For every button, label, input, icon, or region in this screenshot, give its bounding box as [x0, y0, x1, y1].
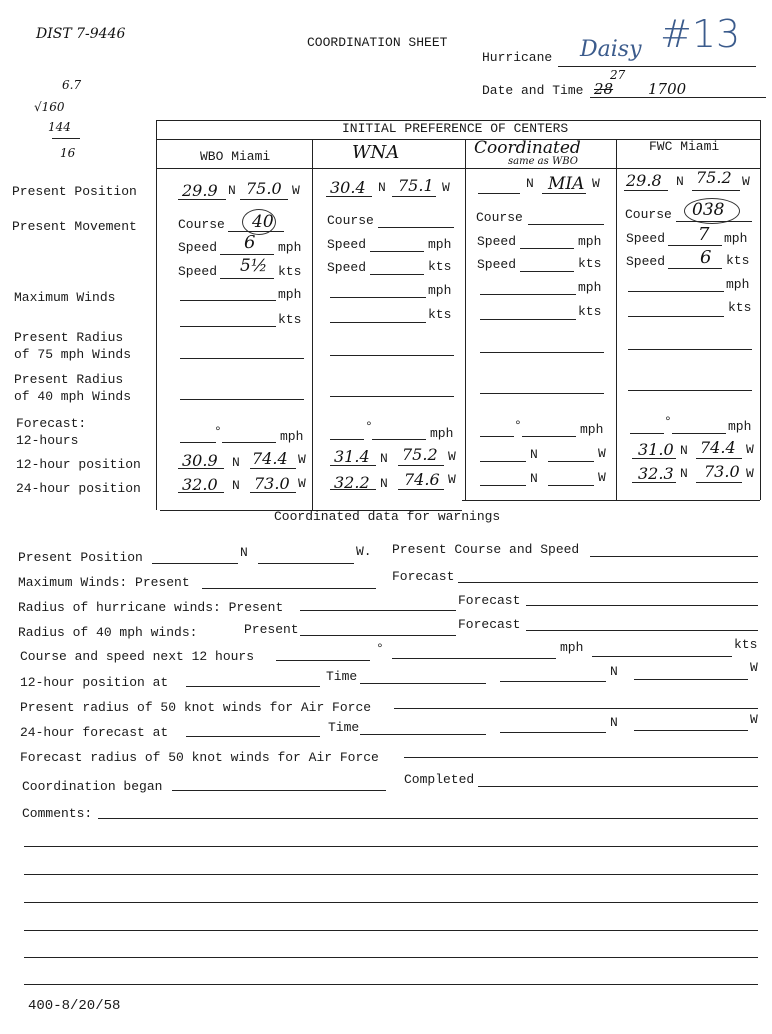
- coord-maxwind-mph-line: [480, 294, 576, 295]
- row-label-radius-75-b: of 75 mph Winds: [14, 347, 132, 362]
- wbo-lat12-line: [178, 468, 224, 469]
- wna-lat24: 32.2: [334, 473, 370, 492]
- fwc-lon12-line: [696, 458, 742, 459]
- row-label-radius-40-a: Present Radius: [14, 372, 124, 387]
- wna-lon24-line: [398, 489, 444, 490]
- wna-forecast-course-line: [330, 439, 364, 440]
- fwc-forecast-deg: °: [664, 414, 672, 429]
- cd-forecast-24-w: W: [750, 712, 758, 727]
- wna-maxwind-mph: mph: [428, 283, 452, 298]
- cd-pos-12-lon-field[interactable]: [634, 679, 748, 680]
- wbo-lon-line: [240, 199, 288, 200]
- cd-radius-40-label: Radius of 40 mph winds:: [18, 625, 198, 640]
- wna-maxwind-kts-line: [330, 322, 426, 323]
- col-header-wbo: WBO Miami: [200, 149, 271, 164]
- coord-n: N: [526, 176, 534, 191]
- cd-radius-50-af-field[interactable]: [394, 708, 758, 709]
- wna-forecast-deg: °: [365, 419, 373, 434]
- cd-coordination-began-label: Coordination began: [22, 779, 163, 794]
- cd-pos-12-n: N: [610, 664, 618, 679]
- margin-note-4: 16: [60, 146, 76, 160]
- wna-radius75-line: [330, 355, 454, 356]
- fwc-forecast-mph: mph: [728, 419, 752, 434]
- wbo-mph-label: mph: [278, 240, 302, 255]
- cd-forecast-radius-50-field[interactable]: [404, 757, 758, 758]
- wna-course-line: [378, 227, 454, 228]
- fwc-maxwind-kts-line: [628, 316, 724, 317]
- wbo-speed-kts-value: 5½: [240, 256, 268, 276]
- coord-w24: W: [598, 470, 606, 485]
- fwc-lat12-line: [632, 458, 676, 459]
- cd-radius-40-present-label: Present: [244, 622, 299, 637]
- wbo-speed-mph-value: 6: [244, 232, 256, 253]
- wna-lat: 30.4: [330, 178, 366, 197]
- wbo-lon12-line: [250, 468, 296, 469]
- fwc-w12: W: [746, 442, 754, 457]
- wbo-speed-label-2: Speed: [178, 264, 218, 279]
- row-label-radius-75-a: Present Radius: [14, 330, 124, 345]
- cd-comments-label: Comments:: [22, 806, 93, 821]
- table-left-border: [156, 120, 157, 510]
- wbo-course-line: [228, 231, 284, 232]
- fwc-lon12: 74.4: [700, 438, 736, 457]
- wna-w: W: [442, 180, 450, 195]
- coordinated-heading: Coordinated data for warnings: [274, 509, 501, 524]
- cd-speed-12-mph-field[interactable]: [392, 658, 556, 659]
- date-time-label: Date and Time: [482, 83, 584, 98]
- coord-radius75-line: [480, 352, 604, 353]
- fwc-mph: mph: [724, 231, 748, 246]
- fwc-w: W: [742, 174, 750, 189]
- wbo-radius40-line: [180, 399, 304, 400]
- col-header-fwc: FWC Miami: [649, 139, 720, 154]
- wbo-kts-label: kts: [278, 264, 302, 279]
- cd-present-position-label: Present Position: [18, 550, 143, 565]
- table-header-border: [156, 168, 760, 169]
- coord-n12: N: [530, 447, 538, 462]
- fwc-kts: kts: [726, 253, 750, 268]
- coord-lat24-line: [480, 485, 526, 486]
- wna-lat12: 31.4: [334, 447, 370, 466]
- wbo-speed-mph-line: [220, 254, 274, 255]
- fwc-speed-mph-value: 7: [698, 224, 710, 245]
- cd-max-winds-label: Maximum Winds: Present: [18, 575, 190, 590]
- coord-forecast-course-line: [480, 436, 514, 437]
- cd-radius-hurricane-forecast-field[interactable]: [526, 605, 758, 606]
- wbo-lon12: 74.4: [252, 449, 288, 468]
- fwc-speed-kts-value: 6: [700, 247, 712, 268]
- fwc-forecast-speed-line: [672, 433, 726, 434]
- row-label-forecast-a: Forecast:: [16, 416, 87, 431]
- table-col-divider-2: [465, 139, 466, 501]
- wna-forecast-mph: mph: [430, 426, 454, 441]
- wbo-speed-kts-line: [220, 278, 274, 279]
- cd-forecast-24-n: N: [610, 715, 618, 730]
- fwc-maxwind-kts: kts: [728, 300, 752, 315]
- cd-mph-label: mph: [560, 640, 584, 655]
- coord-kts: kts: [578, 256, 602, 271]
- wbo-course-value: 40: [252, 212, 274, 232]
- date-value-time: 1700: [648, 80, 687, 98]
- wbo-w24: W: [298, 476, 306, 491]
- coord-forecast-deg: °: [514, 418, 522, 433]
- cd-n: N: [240, 545, 248, 560]
- date-value-struck: 28: [594, 80, 614, 98]
- fwc-n24: N: [680, 466, 688, 481]
- cd-forecast-24-time-field[interactable]: [360, 734, 486, 735]
- wbo-maxwind-mph-line: [180, 300, 276, 301]
- wna-n24: N: [380, 476, 388, 491]
- cd-w: W.: [356, 544, 372, 559]
- cd-forecast-24-at-field[interactable]: [186, 736, 320, 737]
- comment-line-4[interactable]: [24, 902, 758, 903]
- wbo-lon24: 73.0: [254, 474, 290, 493]
- wna-forecast-speed-line: [372, 439, 426, 440]
- coord-forecast-mph: mph: [580, 422, 604, 437]
- wna-lat-line: [326, 196, 372, 197]
- distribution-note: DIST 7-9446: [36, 26, 126, 42]
- fwc-maxwind-mph: mph: [726, 277, 750, 292]
- wbo-speed-label-1: Speed: [178, 240, 218, 255]
- hurricane-line: [558, 66, 756, 67]
- fwc-lat-line: [624, 190, 668, 191]
- coord-course-line: [528, 224, 604, 225]
- wbo-radius75-line: [180, 358, 304, 359]
- wna-maxwind-kts: kts: [428, 307, 452, 322]
- wbo-forecast-course-line: [180, 442, 216, 443]
- cd-pos-12-w: W: [750, 660, 758, 675]
- wbo-lon24-line: [250, 492, 296, 493]
- cd-speed-12-kts-field[interactable]: [592, 656, 732, 657]
- cd-radius-40-forecast-field[interactable]: [526, 630, 758, 631]
- coord-speed-kts-line: [520, 271, 574, 272]
- cd-max-winds-present-field[interactable]: [202, 588, 376, 589]
- wbo-n: N: [228, 183, 236, 198]
- coord-speed-label-1: Speed: [477, 234, 517, 249]
- coord-w: W: [592, 176, 600, 191]
- row-label-present-position: Present Position: [12, 184, 137, 199]
- coord-n24: N: [530, 471, 538, 486]
- wbo-lat24-line: [178, 492, 224, 493]
- table-right-border: [760, 120, 761, 500]
- wna-speed-kts-line: [370, 274, 424, 275]
- sheet-number: #13: [660, 12, 741, 56]
- wna-mph: mph: [428, 237, 452, 252]
- comment-line-7[interactable]: [24, 984, 758, 985]
- fwc-course-line: [676, 221, 752, 222]
- coord-speed-label-2: Speed: [477, 257, 517, 272]
- wna-radius40-line: [330, 396, 454, 397]
- coord-mph: mph: [578, 234, 602, 249]
- col-header-wna: WNA: [352, 142, 400, 163]
- cd-forecast-24-lat-field[interactable]: [500, 732, 606, 733]
- coordinated-note: same as WBO: [508, 156, 578, 167]
- fwc-lon: 75.2: [696, 168, 732, 187]
- document-title: COORDINATION SHEET: [307, 35, 448, 50]
- row-label-12-hour-position: 12-hour position: [16, 457, 141, 472]
- wbo-lat-line: [178, 199, 226, 200]
- cd-coordination-began-field[interactable]: [172, 790, 386, 791]
- wbo-lat12: 30.9: [182, 451, 218, 470]
- fwc-maxwind-mph-line: [628, 291, 724, 292]
- table-col-divider-1: [312, 139, 313, 510]
- comment-line-5[interactable]: [24, 930, 758, 931]
- cd-completed-field[interactable]: [478, 786, 758, 787]
- fwc-radius75-line: [628, 349, 752, 350]
- margin-note-2: √160: [34, 100, 65, 114]
- cd-pos-12-time-label: Time: [326, 669, 358, 684]
- wbo-w12: W: [298, 452, 306, 467]
- fwc-speed-kts-line: [668, 268, 722, 269]
- cd-present-position-lat[interactable]: [152, 563, 238, 564]
- wbo-w: W: [292, 183, 300, 198]
- coord-lat12-line: [480, 461, 526, 462]
- cd-completed-label: Completed: [404, 772, 475, 787]
- wbo-forecast-mph: mph: [280, 429, 304, 444]
- fwc-n: N: [676, 174, 684, 189]
- wna-lat12-line: [330, 465, 376, 466]
- fwc-lon-line: [692, 190, 740, 191]
- wbo-maxwind-kts: kts: [278, 312, 302, 327]
- wbo-lat24: 32.0: [182, 475, 218, 494]
- cd-course-deg: °: [376, 641, 384, 656]
- wna-lon12-line: [398, 465, 444, 466]
- wbo-n12: N: [232, 455, 240, 470]
- cd-radius-40-present-field[interactable]: [300, 635, 456, 636]
- cd-course-speed-12-label: Course and speed next 12 hours: [20, 649, 255, 664]
- cd-forecast-radius-50-label: Forecast radius of 50 knot winds for Air Force: [20, 750, 379, 765]
- coord-speed-mph-line: [520, 248, 574, 249]
- cd-forecast-24-label: 24-hour forecast at: [20, 725, 169, 740]
- margin-note-3: 144: [48, 120, 71, 134]
- coord-radius40-line: [480, 393, 604, 394]
- fwc-lat24-line: [632, 482, 676, 483]
- wbo-n24: N: [232, 478, 240, 493]
- wna-lat24-line: [330, 489, 376, 490]
- wbo-forecast-speed-line: [222, 442, 276, 443]
- fwc-radius40-line: [628, 390, 752, 391]
- cd-pos-12-time-field[interactable]: [360, 683, 486, 684]
- coord-course-label: Course: [476, 210, 523, 225]
- table-col-divider-3: [616, 139, 617, 500]
- coord-lon12-line: [548, 461, 594, 462]
- wbo-forecast-deg: °: [214, 424, 222, 439]
- wna-w24: W: [448, 472, 456, 487]
- table-title: INITIAL PREFERENCE OF CENTERS: [342, 121, 569, 136]
- wna-n12: N: [380, 451, 388, 466]
- fwc-w24: W: [746, 466, 754, 481]
- fwc-speed-mph-line: [668, 245, 722, 246]
- wna-kts: kts: [428, 259, 452, 274]
- comment-line-6[interactable]: [24, 957, 758, 958]
- row-label-radius-40-b: of 40 mph Winds: [14, 389, 132, 404]
- coord-maxwind-kts-line: [480, 319, 576, 320]
- wna-lon: 75.1: [398, 176, 434, 195]
- fwc-lat24: 32.3: [638, 464, 674, 483]
- fwc-lat: 29.8: [626, 171, 662, 190]
- wna-maxwind-mph-line: [330, 297, 426, 298]
- fwc-course-label: Course: [625, 207, 672, 222]
- cd-forecast-24-time-label: Time: [328, 720, 360, 735]
- coord-w12: W: [598, 446, 606, 461]
- cd-present-course-speed-label: Present Course and Speed: [392, 542, 580, 557]
- fwc-forecast-course-line: [630, 433, 664, 434]
- wbo-course-label: Course: [178, 217, 225, 232]
- cd-present-position-lon[interactable]: [258, 563, 354, 564]
- wbo-lat: 29.9: [182, 181, 218, 200]
- cd-present-course-speed-field[interactable]: [590, 556, 758, 557]
- comment-line-3[interactable]: [24, 874, 758, 875]
- coord-lon: MIA: [548, 174, 585, 194]
- form-number: 400-8/20/58: [28, 998, 121, 1014]
- margin-note-line: [52, 138, 80, 139]
- row-label-present-movement: Present Movement: [12, 219, 137, 234]
- coord-forecast-speed-line: [522, 436, 576, 437]
- wna-course-label: Course: [327, 213, 374, 228]
- wna-speed-label-2: Speed: [327, 260, 367, 275]
- date-value-upper: 27: [610, 68, 626, 82]
- fwc-speed-label-1: Speed: [626, 231, 666, 246]
- row-label-forecast-b: 12-hours: [16, 433, 79, 448]
- table-bottom-border-right: [462, 500, 760, 501]
- cd-course-12-field[interactable]: [276, 660, 370, 661]
- cd-radius-50-af-label: Present radius of 50 knot winds for Air Force: [20, 700, 372, 715]
- hurricane-label: Hurricane: [482, 50, 553, 65]
- cd-pos-12-lat-field[interactable]: [500, 681, 606, 682]
- coord-lon-line: [542, 193, 586, 194]
- cd-pos-12-at-field[interactable]: [186, 686, 320, 687]
- wna-speed-label-1: Speed: [327, 237, 367, 252]
- fwc-speed-label-2: Speed: [626, 254, 666, 269]
- wna-lon12: 75.2: [402, 445, 438, 464]
- col-header-coordinated: Coordinated: [474, 138, 581, 158]
- hurricane-name: Daisy: [580, 37, 642, 62]
- cd-radius-hurricane-forecast-label: Forecast: [458, 593, 521, 608]
- date-line: [590, 97, 766, 98]
- cd-pos-12-label: 12-hour position at: [20, 675, 169, 690]
- wbo-maxwind-mph: mph: [278, 287, 302, 302]
- fwc-lon24: 73.0: [704, 462, 740, 481]
- cd-radius-40-forecast-label: Forecast: [458, 617, 521, 632]
- wna-speed-mph-line: [370, 251, 424, 252]
- cd-radius-hurricane-label: Radius of hurricane winds: Present: [18, 600, 284, 615]
- fwc-lon24-line: [696, 482, 742, 483]
- wna-lon24: 74.6: [404, 470, 440, 489]
- comment-line-1[interactable]: [98, 818, 758, 819]
- cd-max-winds-forecast-label: Forecast: [392, 569, 455, 584]
- coord-lat-line: [478, 193, 520, 194]
- cd-forecast-24-lon-field[interactable]: [634, 730, 748, 731]
- row-label-24-hour-position: 24-hour position: [16, 481, 141, 496]
- margin-note-1: 6.7: [62, 78, 82, 92]
- wbo-maxwind-kts-line: [180, 326, 276, 327]
- cd-radius-hurricane-present-field[interactable]: [300, 610, 456, 611]
- wna-lon-line: [392, 196, 436, 197]
- wna-w12: W: [448, 449, 456, 464]
- coord-maxwind-kts: kts: [578, 304, 602, 319]
- fwc-n12: N: [680, 443, 688, 458]
- comment-line-2[interactable]: [24, 846, 758, 847]
- cd-max-winds-forecast-field[interactable]: [458, 582, 758, 583]
- wna-n: N: [378, 180, 386, 195]
- wbo-lon: 75.0: [246, 179, 282, 198]
- cd-kts-label: kts: [734, 637, 758, 652]
- coord-maxwind-mph: mph: [578, 280, 602, 295]
- row-label-maximum-winds: Maximum Winds: [14, 290, 116, 305]
- coord-lon24-line: [548, 485, 594, 486]
- fwc-course-value: 038: [692, 200, 725, 220]
- fwc-lat12: 31.0: [638, 440, 674, 459]
